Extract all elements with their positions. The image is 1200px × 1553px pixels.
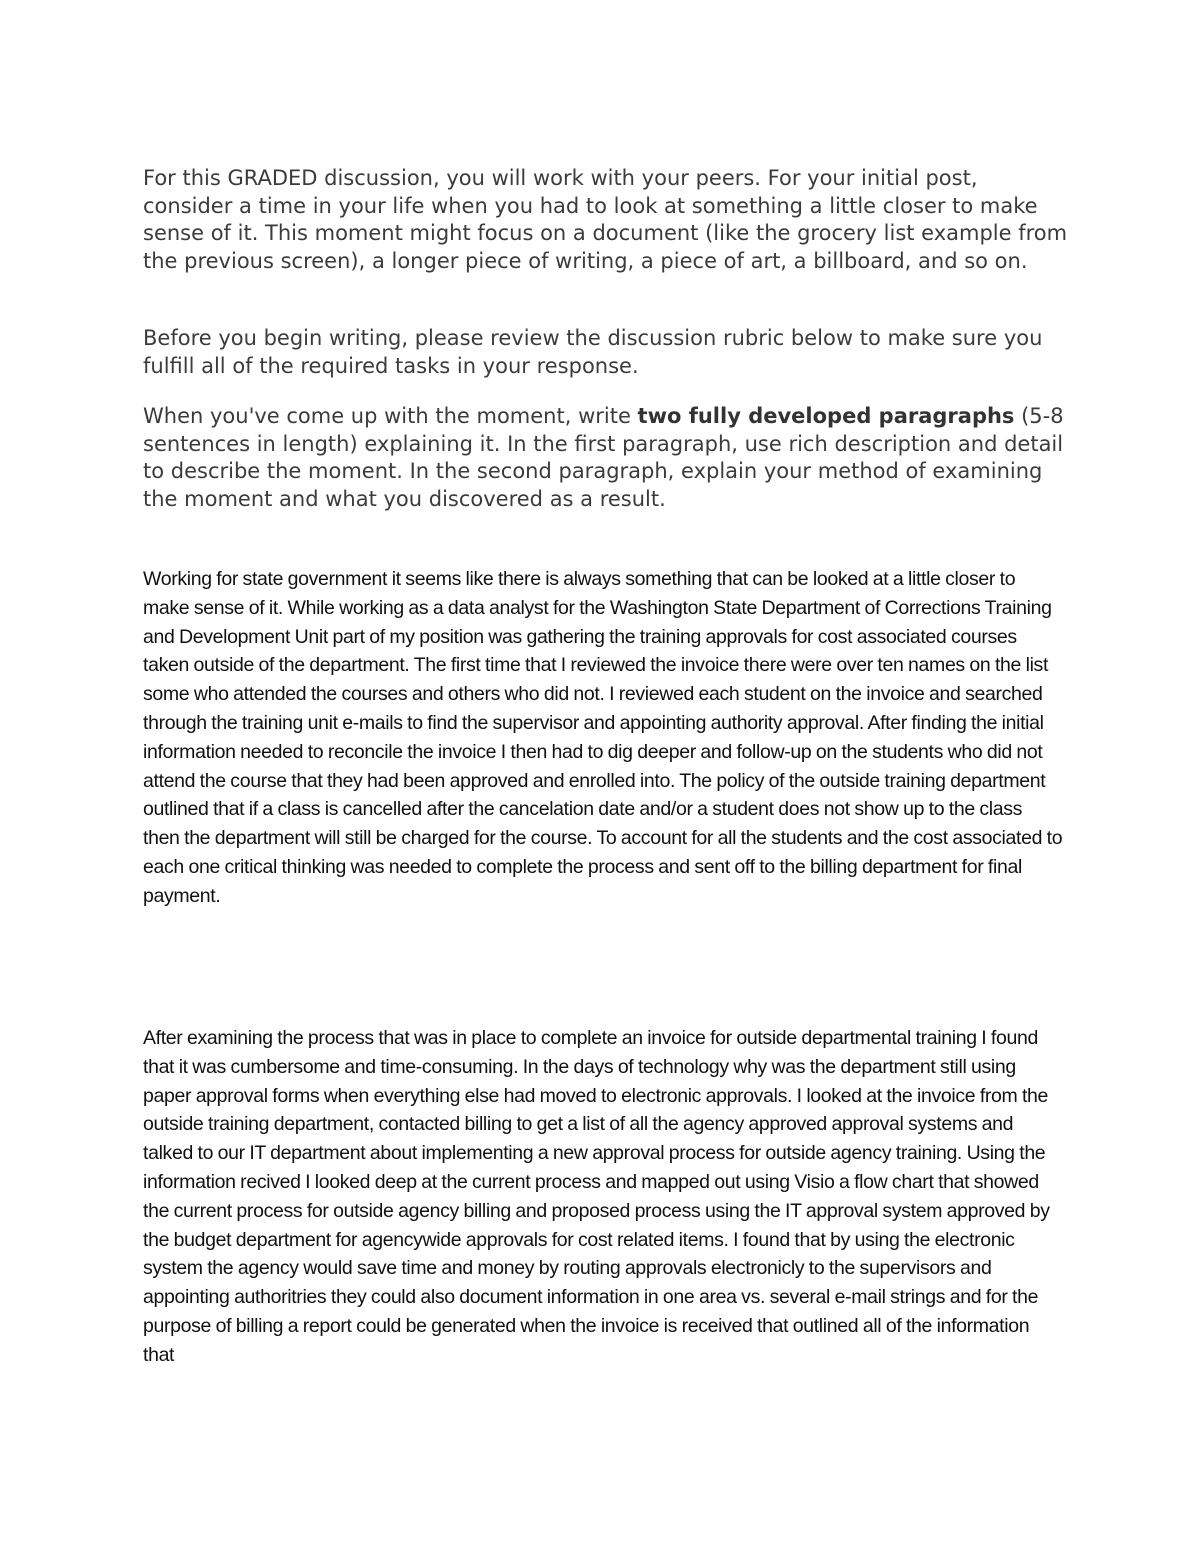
prompt-paragraph-3-bold: two fully developed paragraphs bbox=[637, 404, 1015, 428]
prompt-paragraph-3 bbox=[143, 403, 1068, 513]
prompt-paragraph-2: Before you begin writing, please review the discussion rubric below to make sure you fulfill all of the required tasks in your response. bbox=[143, 326, 1043, 378]
prompt-paragraph-3-rest: (5-8 sentences in length) explaining it. In the first paragraph, use rich description and detail to describe the moment. In the second paragraph, explain your method of examining the moment and what you discovered as a result. bbox=[143, 404, 1064, 511]
prompt-paragraph-1: For this GRADED discussion, you will work with your peers. For your initial post, consider a time in your life when you had to look at something a little closer to make sense of it. This moment might focus on a document (like the grocery list example from the previous screen), a longer piece of writing, a piece of art, a billboard, and so on. bbox=[143, 166, 1068, 273]
answer-paragraph-1: Working for state government it seems like there is always something that can be looked at a little closer to make sense of it. While working as a data analyst for the Washington State Department of Corrections Training and Development Unit part of my position was gathering the training approvals for cost associated courses taken outside of the department. The first time that I reviewed the invoice there were over ten names on the list some who attended the courses and others who did not. I reviewed each student on the invoice and searched through the training unit e-mails to find the supervisor and appointing authority approval. After finding the initial information needed to reconcile the invoice I then had to dig deeper and follow-up on the students who did not attend the course that they had been approved and enrolled into. The policy of the outside training department outlined that if a class is cancelled after the cancelation date and/or a student does not show up to the class then the department will still be charged for the course. To account for all the students and the cost associated to each one critical thinking was needed to complete the process and sent off to the billing department for final payment. bbox=[143, 568, 1063, 907]
answer-paragraph-2: After examining the process that was in place to complete an invoice for outside departmental training I found that it was cumbersome and time-consuming. In the days of technology why was the department still using paper approval forms when everything else had moved to electronic approvals. I looked at the invoice from the outside training department, contacted billing to get a list of all the agency approved approval systems and talked to our IT department about implementing a new approval process for outside agency training. Using the information recived I looked deep at the current process and mapped out using Visio a flow chart that showed the current process for outside agency billing and proposed process using the IT approval system approved by the budget department for agencywide approvals for cost related items. I found that by using the electronic system the agency would save time and money by routing approvals electronicly to the supervisors and appointing authoritries they could also document information in one area vs. several e-mail strings and for the purpose of billing a report could be generated when the invoice is received that outlined all of the information that bbox=[143, 1027, 1050, 1366]
prompt-paragraph-3-intro: When you've come up with the moment, write bbox=[143, 404, 638, 428]
